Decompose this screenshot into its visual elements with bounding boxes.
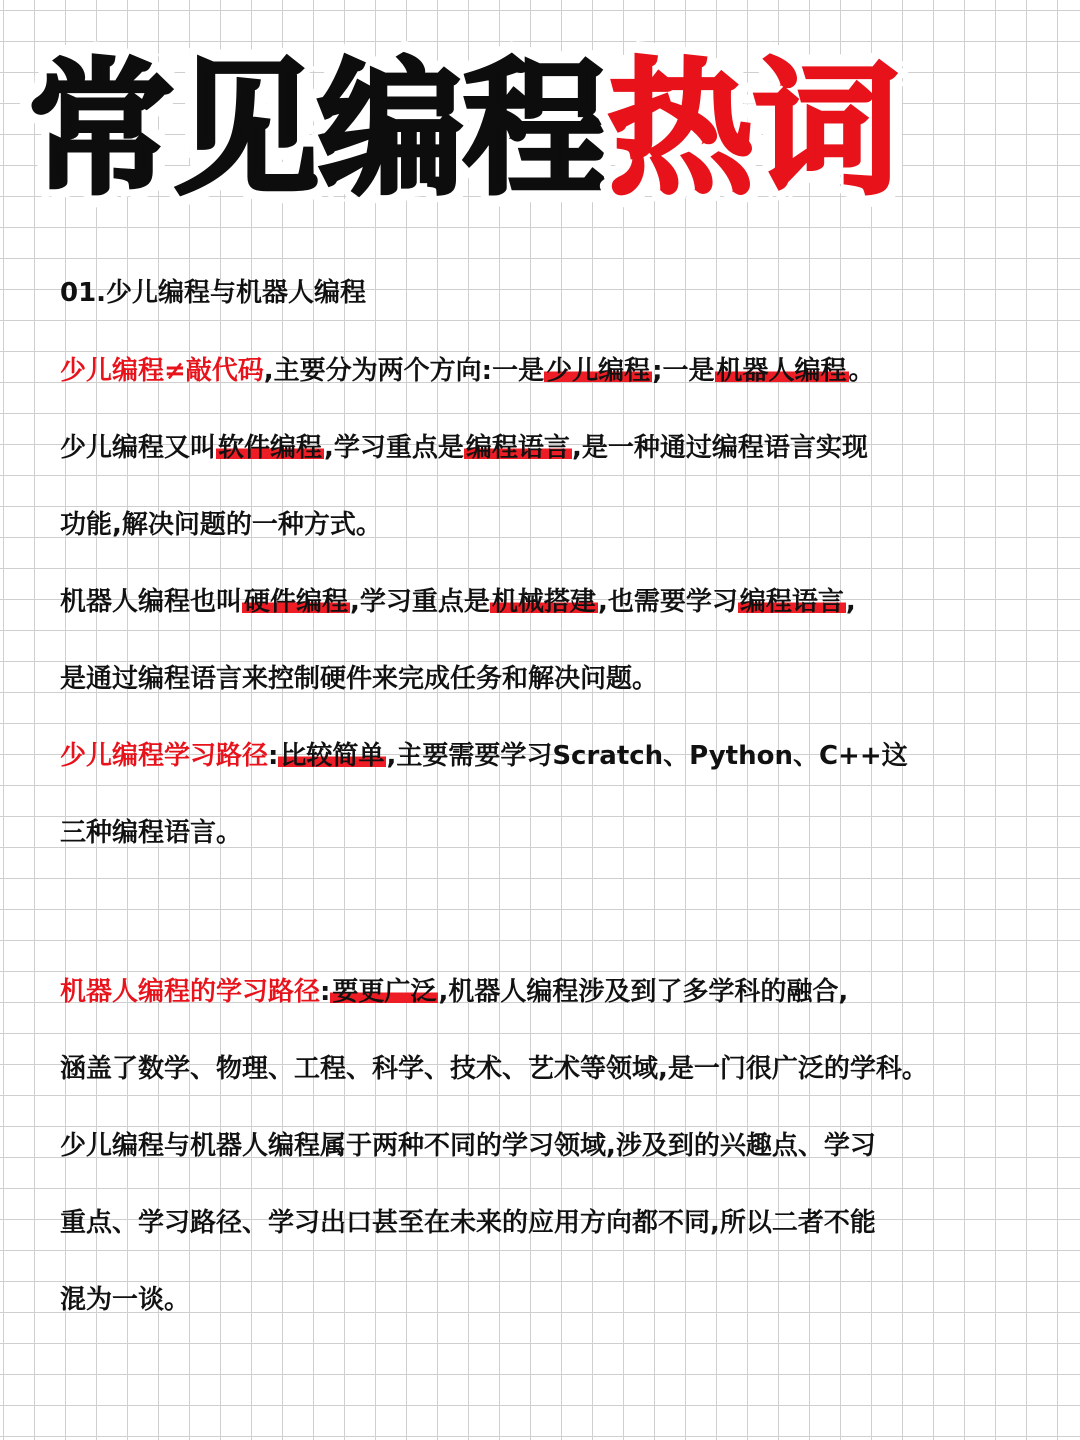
- text-span: ,主要需要学习Scratch、Python、C++这: [386, 741, 908, 771]
- highlighted-term: 机械搭建: [491, 587, 596, 617]
- section-heading: 01.少儿编程与机器人编程: [60, 278, 367, 308]
- red-lead-text: 少儿编程≠敲代码: [60, 356, 264, 386]
- text-span: ,学习重点是: [324, 433, 464, 463]
- paragraph-4-line-2: 三种编程语言。: [60, 818, 243, 848]
- article-body: [60, 255, 1035, 1339]
- paragraph-6-line-2: 重点、学习路径、学习出口甚至在未来的应用方向都不同,所以二者不能: [60, 1208, 876, 1238]
- highlighted-term: 编程语言: [739, 587, 844, 617]
- paragraph-6-line-1: 少儿编程与机器人编程属于两种不同的学习领域,涉及到的兴趣点、学习: [60, 1131, 876, 1161]
- text-span: ,也需要学习: [597, 587, 738, 617]
- text-span: 少儿编程又叫: [60, 433, 217, 463]
- text-span: ,是一种通过编程语言实现: [571, 433, 868, 463]
- red-lead-text: 少儿编程学习路径: [60, 741, 269, 771]
- text-span: ;一是: [652, 356, 715, 386]
- paragraph-3-line-1: [60, 564, 1035, 641]
- text-span: 机器人编程也叫: [60, 587, 243, 617]
- text-span: 。: [848, 356, 875, 386]
- text-span: :: [320, 977, 331, 1007]
- text-span: :: [268, 741, 279, 771]
- paragraph-5-line-2: 涵盖了数学、物理、工程、科学、技术、艺术等领域,是一门很广泛的学科。: [60, 1054, 928, 1084]
- highlighted-term: 机器人编程: [716, 356, 847, 386]
- text-span: ,学习重点是: [350, 587, 490, 617]
- paragraph-5-line-1: [60, 954, 1035, 1031]
- paragraph-2-line-2: 功能,解决问题的一种方式。: [60, 510, 382, 540]
- text-span: ,主要分为两个方向:一是: [263, 356, 545, 386]
- text-span: ,: [845, 587, 856, 617]
- page-title: [28, 40, 1038, 220]
- highlighted-term: 比较简单: [280, 741, 385, 771]
- highlighted-term: 硬件编程: [244, 587, 349, 617]
- highlighted-term: 要更广泛: [332, 977, 437, 1007]
- highlighted-term: 编程语言: [465, 433, 570, 463]
- paragraph-6-line-3: 混为一谈。: [60, 1285, 191, 1315]
- title-red-part: 热词: [608, 45, 898, 215]
- paragraph-2-line-1: [60, 410, 1035, 487]
- paragraph-1-line-1: [60, 333, 1035, 410]
- highlighted-term: 少儿编程: [546, 356, 651, 386]
- red-lead-text: 机器人编程的学习路径: [60, 977, 321, 1007]
- title-black-part: 常见编程: [28, 45, 608, 215]
- paragraph-3-line-2: 是通过编程语言来控制硬件来完成任务和解决问题。: [60, 664, 659, 694]
- paragraph-spacer: [60, 872, 1035, 954]
- text-span: ,机器人编程涉及到了多学科的融合,: [438, 977, 849, 1007]
- paragraph-4-line-1: [60, 718, 1035, 795]
- highlighted-term: 软件编程: [218, 433, 323, 463]
